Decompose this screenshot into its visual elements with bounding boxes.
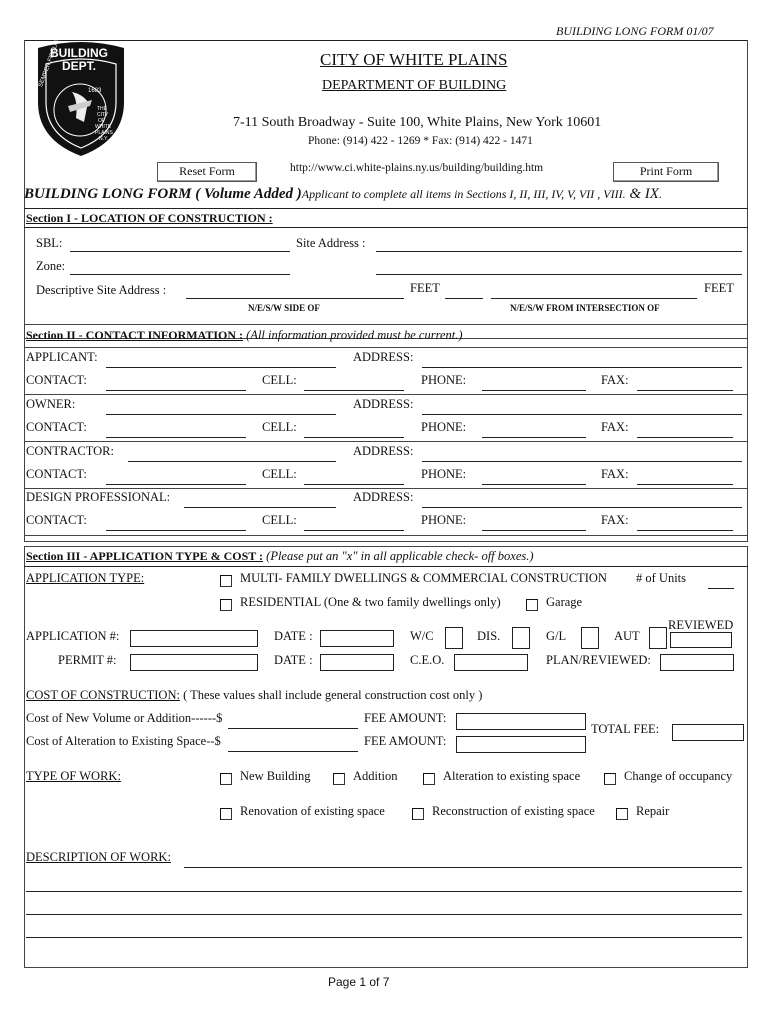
design-address-label: ADDRESS: <box>353 490 414 504</box>
contractor-phone-label: PHONE: <box>421 467 467 481</box>
form-title <box>24 186 662 203</box>
side-of-caption: N/E/S/W SIDE OF <box>248 303 320 313</box>
multi-family-label: MULTI- FAMILY DWELLINGS & COMMERCIAL CONSTRUCTION <box>240 571 607 585</box>
city-title: CITY OF WHITE PLAINS <box>320 50 508 69</box>
design-professional-label: DESIGN PROFESSIONAL: <box>26 490 171 504</box>
seal-line-2: CITY <box>97 112 109 118</box>
alteration-label: Alteration to existing space <box>443 769 581 783</box>
owner-contact-label: CONTACT: <box>26 420 87 434</box>
renovation-checkbox[interactable] <box>220 808 232 820</box>
application-type-label: APPLICATION TYPE: <box>26 571 145 585</box>
reviewed-label: REVIEWED <box>668 618 734 632</box>
section-2-title <box>26 328 463 343</box>
permit-number-field[interactable] <box>130 654 258 671</box>
garage-checkbox[interactable] <box>526 599 538 611</box>
plan-reviewed-label: PLAN/REVIEWED: <box>546 653 651 667</box>
design-fax-label: FAX: <box>601 513 629 527</box>
feet-field-1[interactable] <box>445 298 483 299</box>
contractor-contact-label: CONTACT: <box>26 467 87 481</box>
seal-line-6: N.Y. <box>99 136 109 142</box>
contractor-address-field[interactable] <box>422 461 742 462</box>
date-field-1[interactable] <box>320 630 394 647</box>
seal-line-1: THE <box>97 106 107 112</box>
applicant-cell-field[interactable] <box>304 390 404 391</box>
design-address-field[interactable] <box>422 507 742 508</box>
reconstruction-checkbox[interactable] <box>412 808 424 820</box>
seal-ring-text: SEMPER FIDELIS <box>38 39 61 89</box>
seal-mid-text: DEPT. <box>62 59 97 73</box>
zone-field[interactable] <box>70 274 290 275</box>
reset-form-button[interactable]: Reset Form <box>157 162 257 182</box>
sbl-label: SBL: <box>36 236 63 250</box>
owner-field[interactable] <box>106 414 336 415</box>
cost-note: ( These values shall include general construction cost only ) <box>179 688 483 702</box>
design-cell-field[interactable] <box>304 530 404 531</box>
description-line-3[interactable] <box>26 914 742 915</box>
form-title-amp: & IX <box>625 186 659 202</box>
intersection-field[interactable] <box>491 298 697 299</box>
ceo-label: C.E.O. <box>410 653 445 667</box>
cost-new-label: Cost of New Volume or Addition------$ <box>26 711 223 725</box>
site-address-field-2[interactable] <box>376 274 742 275</box>
form-title-sub: Applicant to complete all items in Sections I, II, III, IV, V, VII , VIII. <box>301 187 626 201</box>
seal-line-5: PLAINS <box>95 130 113 136</box>
form-title-main: BUILDING LONG FORM ( Volume Added ) <box>24 186 302 202</box>
section-2-note: (All information provided must be current.) <box>243 328 463 342</box>
owner-address-label: ADDRESS: <box>353 397 414 411</box>
applicant-contact-label: CONTACT: <box>26 373 87 387</box>
addition-label: Addition <box>353 769 398 783</box>
aut-label: AUT <box>614 629 640 643</box>
date-label-1: DATE : <box>274 629 313 643</box>
dis-box[interactable] <box>512 627 530 649</box>
design-phone-field[interactable] <box>482 530 586 531</box>
design-contact-label: CONTACT: <box>26 513 87 527</box>
repair-checkbox[interactable] <box>616 808 628 820</box>
description-line-1[interactable] <box>184 867 742 868</box>
sbl-field[interactable] <box>70 251 290 252</box>
applicant-field[interactable] <box>106 367 336 368</box>
cost-alt-field[interactable] <box>228 751 358 752</box>
permit-number-label: PERMIT #: <box>58 653 117 667</box>
feet-label-1: FEET <box>410 281 440 295</box>
new-building-checkbox[interactable] <box>220 773 232 785</box>
design-contact-field[interactable] <box>106 530 246 531</box>
aut-box[interactable] <box>649 627 667 649</box>
gl-label: G/L <box>546 629 567 643</box>
wc-box[interactable] <box>445 627 463 649</box>
type-of-work-label: TYPE OF WORK: <box>26 769 121 783</box>
owner-label: OWNER: <box>26 397 76 411</box>
renovation-label: Renovation of existing space <box>240 804 385 818</box>
alteration-checkbox[interactable] <box>423 773 435 785</box>
dept-url[interactable]: http://www.ci.white-plains.ny.us/building/building.htm <box>290 162 544 174</box>
dis-label: DIS. <box>477 629 501 643</box>
fee-amount-label-1: FEE AMOUNT: <box>364 711 447 725</box>
fee-amount-field-2[interactable] <box>456 736 586 753</box>
site-address-label: Site Address : <box>296 236 366 250</box>
contractor-cell-field[interactable] <box>304 484 404 485</box>
owner-fax-field[interactable] <box>637 437 733 438</box>
seal-top-text: BUILDING <box>50 46 108 60</box>
section-3-heading: Section III - APPLICATION TYPE & COST : <box>26 549 264 563</box>
applicant-contact-field[interactable] <box>106 390 246 391</box>
contractor-label: CONTRACTOR: <box>26 444 114 458</box>
multi-family-checkbox[interactable] <box>220 575 232 587</box>
cost-new-field[interactable] <box>228 728 358 729</box>
design-professional-field[interactable] <box>184 507 336 508</box>
section-3-note: (Please put an "x" in all applicable check- off boxes.) <box>263 549 534 563</box>
reconstruction-label: Reconstruction of existing space <box>432 804 595 818</box>
owner-cell-field[interactable] <box>304 437 404 438</box>
plan-reviewed-field[interactable] <box>660 654 734 671</box>
seal-line-3: OF <box>98 118 105 124</box>
dept-phone: Phone: (914) 422 - 1269 * Fax: (914) 422 - 1471 <box>308 135 533 147</box>
zone-label: Zone: <box>36 259 66 273</box>
repair-label: Repair <box>636 804 670 818</box>
applicant-phone-field[interactable] <box>482 390 586 391</box>
section-3-title <box>26 549 534 564</box>
seal-line-4: WHITE <box>95 124 112 130</box>
reviewed-field[interactable] <box>670 632 732 648</box>
from-intersection-caption: N/E/S/W FROM INTERSECTION OF <box>510 303 660 313</box>
owner-fax-label: FAX: <box>601 420 629 434</box>
fee-amount-field-1[interactable] <box>456 713 586 730</box>
change-occupancy-label: Change of occupancy <box>624 769 733 783</box>
desc-site-address-label: Descriptive Site Address : <box>36 283 167 297</box>
contractor-cell-label: CELL: <box>262 467 297 481</box>
contractor-fax-field[interactable] <box>637 484 733 485</box>
total-fee-field[interactable] <box>672 724 744 741</box>
dept-address: 7-11 South Broadway - Suite 100, White Plains, New York 10601 <box>233 115 602 130</box>
cost-alt-label: Cost of Alteration to Existing Space--$ <box>26 734 221 748</box>
design-fax-field[interactable] <box>637 530 733 531</box>
application-number-field[interactable] <box>130 630 258 647</box>
applicant-cell-label: CELL: <box>262 373 297 387</box>
garage-label: Garage <box>546 595 583 609</box>
owner-phone-field[interactable] <box>482 437 586 438</box>
units-label: # of Units <box>636 571 686 585</box>
change-occupancy-checkbox[interactable] <box>604 773 616 785</box>
date-label-2: DATE : <box>274 653 313 667</box>
cost-heading: COST OF CONSTRUCTION: <box>26 688 180 702</box>
applicant-fax-label: FAX: <box>601 373 629 387</box>
applicant-fax-field[interactable] <box>637 390 733 391</box>
page-number: Page 1 of 7 <box>328 975 390 989</box>
description-line-2[interactable] <box>26 891 742 892</box>
date-field-2[interactable] <box>320 654 394 671</box>
ceo-field[interactable] <box>454 654 528 671</box>
design-cell-label: CELL: <box>262 513 297 527</box>
contractor-fax-label: FAX: <box>601 467 629 481</box>
design-phone-label: PHONE: <box>421 513 467 527</box>
feet-label-2: FEET <box>704 281 734 295</box>
contractor-field[interactable] <box>128 461 336 462</box>
building-dept-seal <box>32 40 130 158</box>
seal-year: 1683 <box>88 88 102 94</box>
print-form-button[interactable]: Print Form <box>613 162 719 182</box>
site-address-field[interactable] <box>376 251 742 252</box>
dept-title: DEPARTMENT OF BUILDING <box>322 78 507 93</box>
applicant-address-field[interactable] <box>422 367 742 368</box>
applicant-phone-label: PHONE: <box>421 373 467 387</box>
form-code: BUILDING LONG FORM 01/07 <box>556 24 714 38</box>
owner-cell-label: CELL: <box>262 420 297 434</box>
owner-address-field[interactable] <box>422 414 742 415</box>
applicant-label: APPLICANT: <box>26 350 98 364</box>
fee-amount-label-2: FEE AMOUNT: <box>364 734 447 748</box>
contractor-contact-field[interactable] <box>106 484 246 485</box>
contractor-address-label: ADDRESS: <box>353 444 414 458</box>
side-of-field[interactable] <box>186 298 404 299</box>
description-of-work-label: DESCRIPTION OF WORK: <box>26 850 171 864</box>
units-field[interactable] <box>708 588 734 589</box>
residential-label: RESIDENTIAL (One & two family dwellings only) <box>240 595 501 609</box>
gl-box[interactable] <box>581 627 599 649</box>
total-fee-label: TOTAL FEE: <box>591 722 660 736</box>
owner-phone-label: PHONE: <box>421 420 467 434</box>
new-building-label: New Building <box>240 769 311 783</box>
cost-heading-line <box>26 688 482 703</box>
applicant-address-label: ADDRESS: <box>353 350 414 364</box>
description-line-4[interactable] <box>26 937 742 938</box>
section-1-heading: Section I - LOCATION OF CONSTRUCTION : <box>26 211 273 225</box>
wc-label: W/C <box>410 629 434 643</box>
application-number-label: APPLICATION #: <box>26 629 120 643</box>
residential-checkbox[interactable] <box>220 599 232 611</box>
addition-checkbox[interactable] <box>333 773 345 785</box>
section-2-heading: Section II - CONTACT INFORMATION : <box>26 328 244 342</box>
contractor-phone-field[interactable] <box>482 484 586 485</box>
form-title-end: . <box>658 187 662 201</box>
owner-contact-field[interactable] <box>106 437 246 438</box>
